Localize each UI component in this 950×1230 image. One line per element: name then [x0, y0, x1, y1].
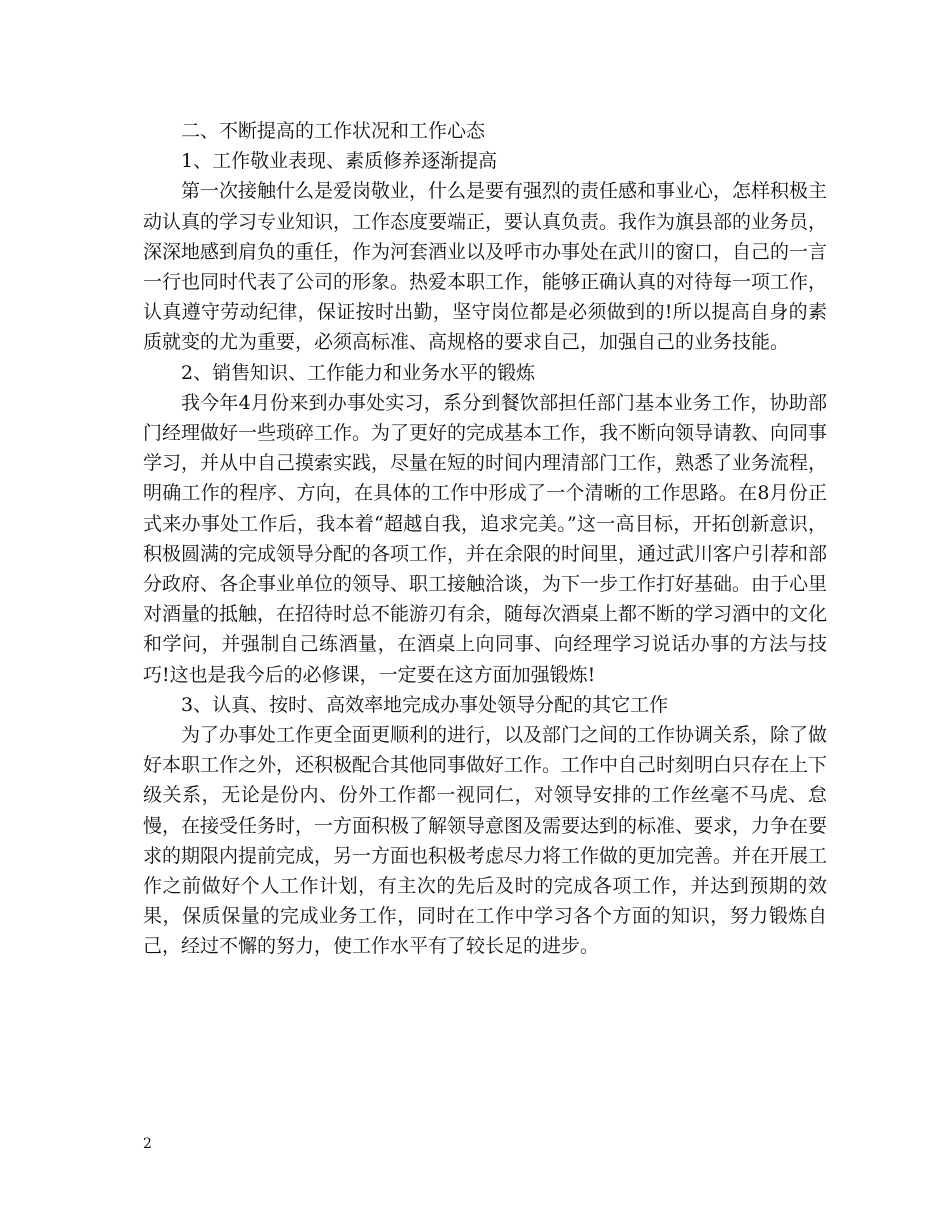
document-body — [143, 116, 827, 962]
section-heading: 二、不断提高的工作状况和工作心态 — [181, 120, 486, 142]
body-paragraph: 我今年4月份来到办事处实习，系分到餐饮部担任部门基本业务工作，协助部门经理做好一些琐碎工作。为了更好的完成基本工作，我不断向领导请教、向同事学习，并从中自己摸索实践，尽量在短的时间内理清部门工作，熟悉了业务流程，明确工作的程序、方向，在具体的工作中形成了一个清晰的工作思路。在8月份正式来办事处工作后，我本着“超越自我，追求完美。”这一高目标，开拓创新意识，积极圆满的完成领导分配的各项工作，并在余限的时间里，通过武川客户引荐和部分政府、各企事业单位的领导、职工接触洽谈，为下一步工作打好基础。由于心里对酒量的抵触，在招待时总不能游刃有余，随每次酒桌上都不断的学习酒中的文化和学问，并强制自己练酒量，在酒桌上向同事、向经理学习说话办事的方法与技巧!这也是我今后的必修课，一定要在这方面加强锻炼! — [143, 391, 828, 686]
body-paragraph: 为了办事处工作更全面更顺利的进行，以及部门之间的工作协调关系，除了做好本职工作之外，还积极配合其他同事做好工作。工作中自己时刻明白只存在上下级关系，无论是份内、份外工作都一视同仁，对领导安排的工作丝毫不马虎、怠慢，在接受任务时，一方面积极了解领导意图及需要达到的标准、要求，力争在要求的期限内提前完成，另一方面也积极考虑尽力将工作做的更加完善。并在开展工作之前做好个人工作计划，有主次的先后及时的完成各项工作，并达到预期的效果，保质保量的完成业务工作，同时在工作中学习各个方面的知识，努力锻炼自己，经过不懈的努力，使工作水平有了较长足的进步。 — [143, 724, 828, 958]
subsection-heading: 1、工作敬业表现、素质修养逐渐提高 — [181, 150, 498, 173]
subsection-heading: 3、认真、按时、高效率地完成办事处领导分配的其它工作 — [181, 693, 669, 716]
page-number: 2 — [143, 1136, 152, 1152]
body-paragraph: 第一次接触什么是爱岗敬业，什么是要有强烈的责任感和事业心，怎样积极主动认真的学习专业知识，工作态度要端正，要认真负责。我作为旗县部的业务员，深深地感到肩负的重任，作为河套酒业以及呼市办事处在武川的窗口，自己的一言一行也同时代表了公司的形象。热爱本职工作，能够正确认真的对待每一项工作，认真遵守劳动纪律，保证按时出勤，坚守岗位都是必须做到的!所以提高自身的素质就变的尤为重要，必须高标准、高规格的要求自己，加强自己的业务技能。 — [143, 180, 828, 354]
subsection-heading: 2、销售知识、工作能力和业务水平的锻炼 — [181, 361, 536, 384]
